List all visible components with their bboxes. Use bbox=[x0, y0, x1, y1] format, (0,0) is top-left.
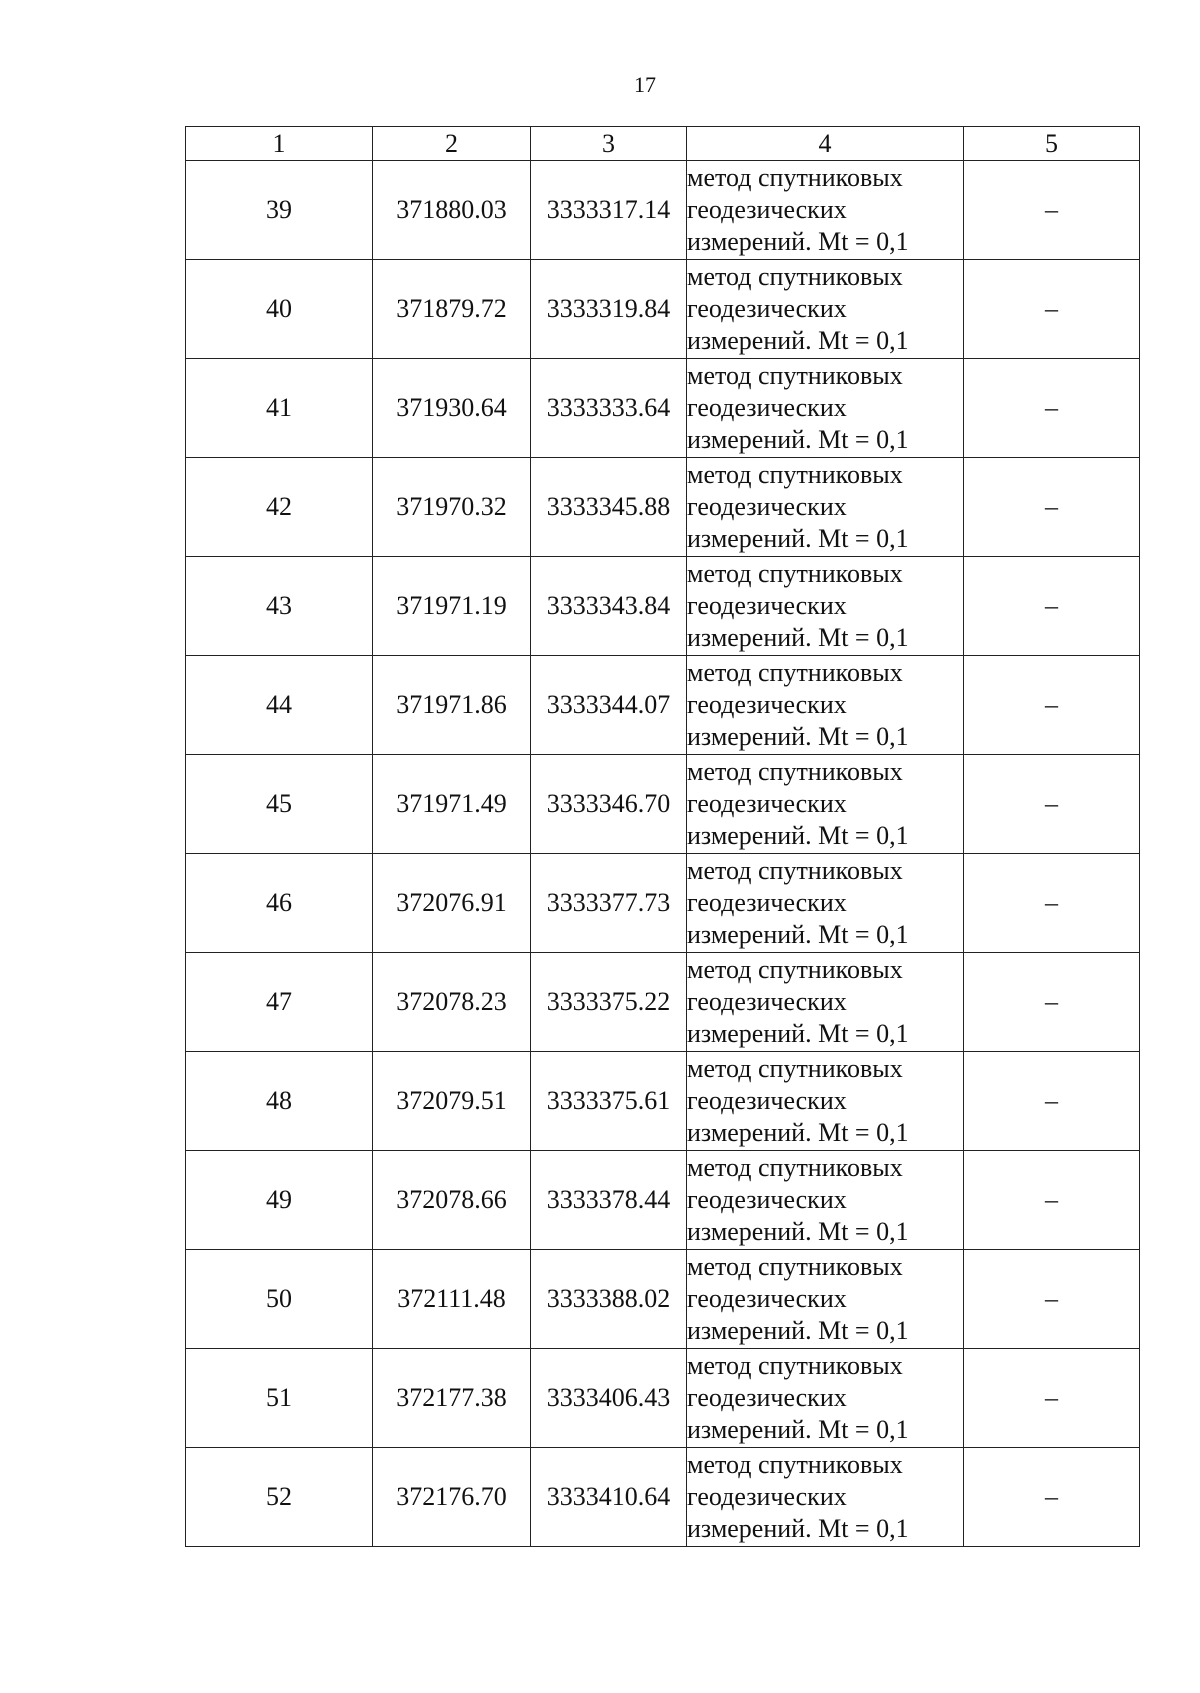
method-text-line: метод спутниковых bbox=[687, 1450, 903, 1479]
method-cell bbox=[687, 1349, 964, 1448]
coordinate-x-cell: 372177.38 bbox=[373, 1349, 531, 1448]
method-text-line: метод спутниковых bbox=[687, 163, 903, 192]
method-text-line: геодезических bbox=[687, 1086, 847, 1115]
note-cell: – bbox=[964, 1250, 1140, 1349]
coordinate-x-cell: 371879.72 bbox=[373, 260, 531, 359]
method-text-line: измерений. Mt = 0,1 bbox=[687, 524, 909, 553]
coordinate-x-cell: 372176.70 bbox=[373, 1448, 531, 1547]
method-text-line: геодезических bbox=[687, 591, 847, 620]
note-cell: – bbox=[964, 359, 1140, 458]
table-row bbox=[186, 1250, 1140, 1349]
coordinate-x-cell: 372078.23 bbox=[373, 953, 531, 1052]
method-text-line: геодезических bbox=[687, 294, 847, 323]
method-text-line: геодезических bbox=[687, 393, 847, 422]
point-number-cell: 40 bbox=[186, 260, 373, 359]
note-cell: – bbox=[964, 1052, 1140, 1151]
table-row bbox=[186, 854, 1140, 953]
method-text-line: метод спутниковых bbox=[687, 856, 903, 885]
coordinate-y-cell: 3333375.61 bbox=[531, 1052, 687, 1151]
method-cell bbox=[687, 854, 964, 953]
table-row bbox=[186, 1448, 1140, 1547]
method-text-line: метод спутниковых bbox=[687, 1054, 903, 1083]
point-number-cell: 41 bbox=[186, 359, 373, 458]
point-number-cell: 52 bbox=[186, 1448, 373, 1547]
method-text-line: метод спутниковых bbox=[687, 658, 903, 687]
header-col-4: 4 bbox=[687, 127, 964, 161]
method-text-line: геодезических bbox=[687, 1185, 847, 1214]
note-cell: – bbox=[964, 557, 1140, 656]
method-text-line: измерений. Mt = 0,1 bbox=[687, 1019, 909, 1048]
coordinate-y-cell: 3333378.44 bbox=[531, 1151, 687, 1250]
note-cell: – bbox=[964, 1349, 1140, 1448]
method-cell bbox=[687, 161, 964, 260]
method-text-line: метод спутниковых bbox=[687, 955, 903, 984]
coordinate-x-cell: 372078.66 bbox=[373, 1151, 531, 1250]
coordinate-y-cell: 3333317.14 bbox=[531, 161, 687, 260]
coordinate-x-cell: 371971.49 bbox=[373, 755, 531, 854]
method-text-line: геодезических bbox=[687, 888, 847, 917]
coordinate-y-cell: 3333375.22 bbox=[531, 953, 687, 1052]
method-text-line: геодезических bbox=[687, 1482, 847, 1511]
point-number-cell: 44 bbox=[186, 656, 373, 755]
header-col-1: 1 bbox=[186, 127, 373, 161]
note-cell: – bbox=[964, 1151, 1140, 1250]
table-body bbox=[186, 161, 1140, 1547]
method-cell bbox=[687, 755, 964, 854]
note-cell: – bbox=[964, 458, 1140, 557]
coordinate-x-cell: 371970.32 bbox=[373, 458, 531, 557]
page-number: 17 bbox=[634, 72, 656, 97]
point-number-cell: 46 bbox=[186, 854, 373, 953]
method-text-line: геодезических bbox=[687, 195, 847, 224]
coordinate-y-cell: 3333319.84 bbox=[531, 260, 687, 359]
method-cell bbox=[687, 656, 964, 755]
method-text-line: геодезических bbox=[687, 789, 847, 818]
coordinate-x-cell: 371971.86 bbox=[373, 656, 531, 755]
table-row bbox=[186, 260, 1140, 359]
coordinate-y-cell: 3333377.73 bbox=[531, 854, 687, 953]
note-cell: – bbox=[964, 1448, 1140, 1547]
method-text-line: измерений. Mt = 0,1 bbox=[687, 227, 909, 256]
coordinate-x-cell: 371880.03 bbox=[373, 161, 531, 260]
point-number-cell: 42 bbox=[186, 458, 373, 557]
coordinate-y-cell: 3333344.07 bbox=[531, 656, 687, 755]
point-number-cell: 49 bbox=[186, 1151, 373, 1250]
note-cell: – bbox=[964, 161, 1140, 260]
table-header-row bbox=[186, 127, 1140, 161]
coordinate-x-cell: 371971.19 bbox=[373, 557, 531, 656]
table-row bbox=[186, 557, 1140, 656]
coordinate-y-cell: 3333346.70 bbox=[531, 755, 687, 854]
method-text-line: геодезических bbox=[687, 690, 847, 719]
method-text-line: измерений. Mt = 0,1 bbox=[687, 1514, 909, 1543]
coordinate-y-cell: 3333406.43 bbox=[531, 1349, 687, 1448]
method-text-line: метод спутниковых bbox=[687, 460, 903, 489]
table-row bbox=[186, 755, 1140, 854]
method-text-line: метод спутниковых bbox=[687, 559, 903, 588]
method-cell bbox=[687, 1052, 964, 1151]
coordinate-y-cell: 3333333.64 bbox=[531, 359, 687, 458]
point-number-cell: 45 bbox=[186, 755, 373, 854]
coordinate-x-cell: 372076.91 bbox=[373, 854, 531, 953]
method-text-line: измерений. Mt = 0,1 bbox=[687, 326, 909, 355]
method-text-line: измерений. Mt = 0,1 bbox=[687, 623, 909, 652]
coordinate-y-cell: 3333343.84 bbox=[531, 557, 687, 656]
table-row bbox=[186, 1151, 1140, 1250]
table-row bbox=[186, 656, 1140, 755]
note-cell: – bbox=[964, 854, 1140, 953]
method-text-line: измерений. Mt = 0,1 bbox=[687, 1316, 909, 1345]
method-text-line: метод спутниковых bbox=[687, 1351, 903, 1380]
table-row bbox=[186, 359, 1140, 458]
header-col-5: 5 bbox=[964, 127, 1140, 161]
method-cell bbox=[687, 1250, 964, 1349]
method-cell bbox=[687, 260, 964, 359]
method-cell bbox=[687, 953, 964, 1052]
method-text-line: измерений. Mt = 0,1 bbox=[687, 920, 909, 949]
note-cell: – bbox=[964, 755, 1140, 854]
method-text-line: геодезических bbox=[687, 987, 847, 1016]
method-text-line: метод спутниковых bbox=[687, 757, 903, 786]
point-number-cell: 50 bbox=[186, 1250, 373, 1349]
header-col-2: 2 bbox=[373, 127, 531, 161]
method-text-line: измерений. Mt = 0,1 bbox=[687, 1118, 909, 1147]
note-cell: – bbox=[964, 260, 1140, 359]
coordinate-y-cell: 3333410.64 bbox=[531, 1448, 687, 1547]
coordinates-table bbox=[185, 126, 1140, 1547]
table-row bbox=[186, 1052, 1140, 1151]
method-text-line: измерений. Mt = 0,1 bbox=[687, 722, 909, 751]
note-cell: – bbox=[964, 953, 1140, 1052]
note-cell: – bbox=[964, 656, 1140, 755]
table-row bbox=[186, 458, 1140, 557]
table-row bbox=[186, 1349, 1140, 1448]
method-text-line: метод спутниковых bbox=[687, 1153, 903, 1182]
header-col-3: 3 bbox=[531, 127, 687, 161]
coordinate-x-cell: 371930.64 bbox=[373, 359, 531, 458]
method-text-line: измерений. Mt = 0,1 bbox=[687, 1415, 909, 1444]
coordinate-y-cell: 3333388.02 bbox=[531, 1250, 687, 1349]
method-text-line: геодезических bbox=[687, 1284, 847, 1313]
method-cell bbox=[687, 557, 964, 656]
point-number-cell: 39 bbox=[186, 161, 373, 260]
point-number-cell: 43 bbox=[186, 557, 373, 656]
point-number-cell: 47 bbox=[186, 953, 373, 1052]
method-cell bbox=[687, 1151, 964, 1250]
method-cell bbox=[687, 1448, 964, 1547]
method-text-line: измерений. Mt = 0,1 bbox=[687, 425, 909, 454]
method-text-line: метод спутниковых bbox=[687, 361, 903, 390]
method-cell bbox=[687, 458, 964, 557]
method-text-line: геодезических bbox=[687, 1383, 847, 1412]
method-text-line: геодезических bbox=[687, 492, 847, 521]
point-number-cell: 48 bbox=[186, 1052, 373, 1151]
table-row bbox=[186, 953, 1140, 1052]
coordinate-y-cell: 3333345.88 bbox=[531, 458, 687, 557]
method-text-line: измерений. Mt = 0,1 bbox=[687, 1217, 909, 1246]
method-text-line: измерений. Mt = 0,1 bbox=[687, 821, 909, 850]
point-number-cell: 51 bbox=[186, 1349, 373, 1448]
method-text-line: метод спутниковых bbox=[687, 1252, 903, 1281]
method-cell bbox=[687, 359, 964, 458]
coordinate-x-cell: 372111.48 bbox=[373, 1250, 531, 1349]
table-row bbox=[186, 161, 1140, 260]
method-text-line: метод спутниковых bbox=[687, 262, 903, 291]
coordinate-x-cell: 372079.51 bbox=[373, 1052, 531, 1151]
